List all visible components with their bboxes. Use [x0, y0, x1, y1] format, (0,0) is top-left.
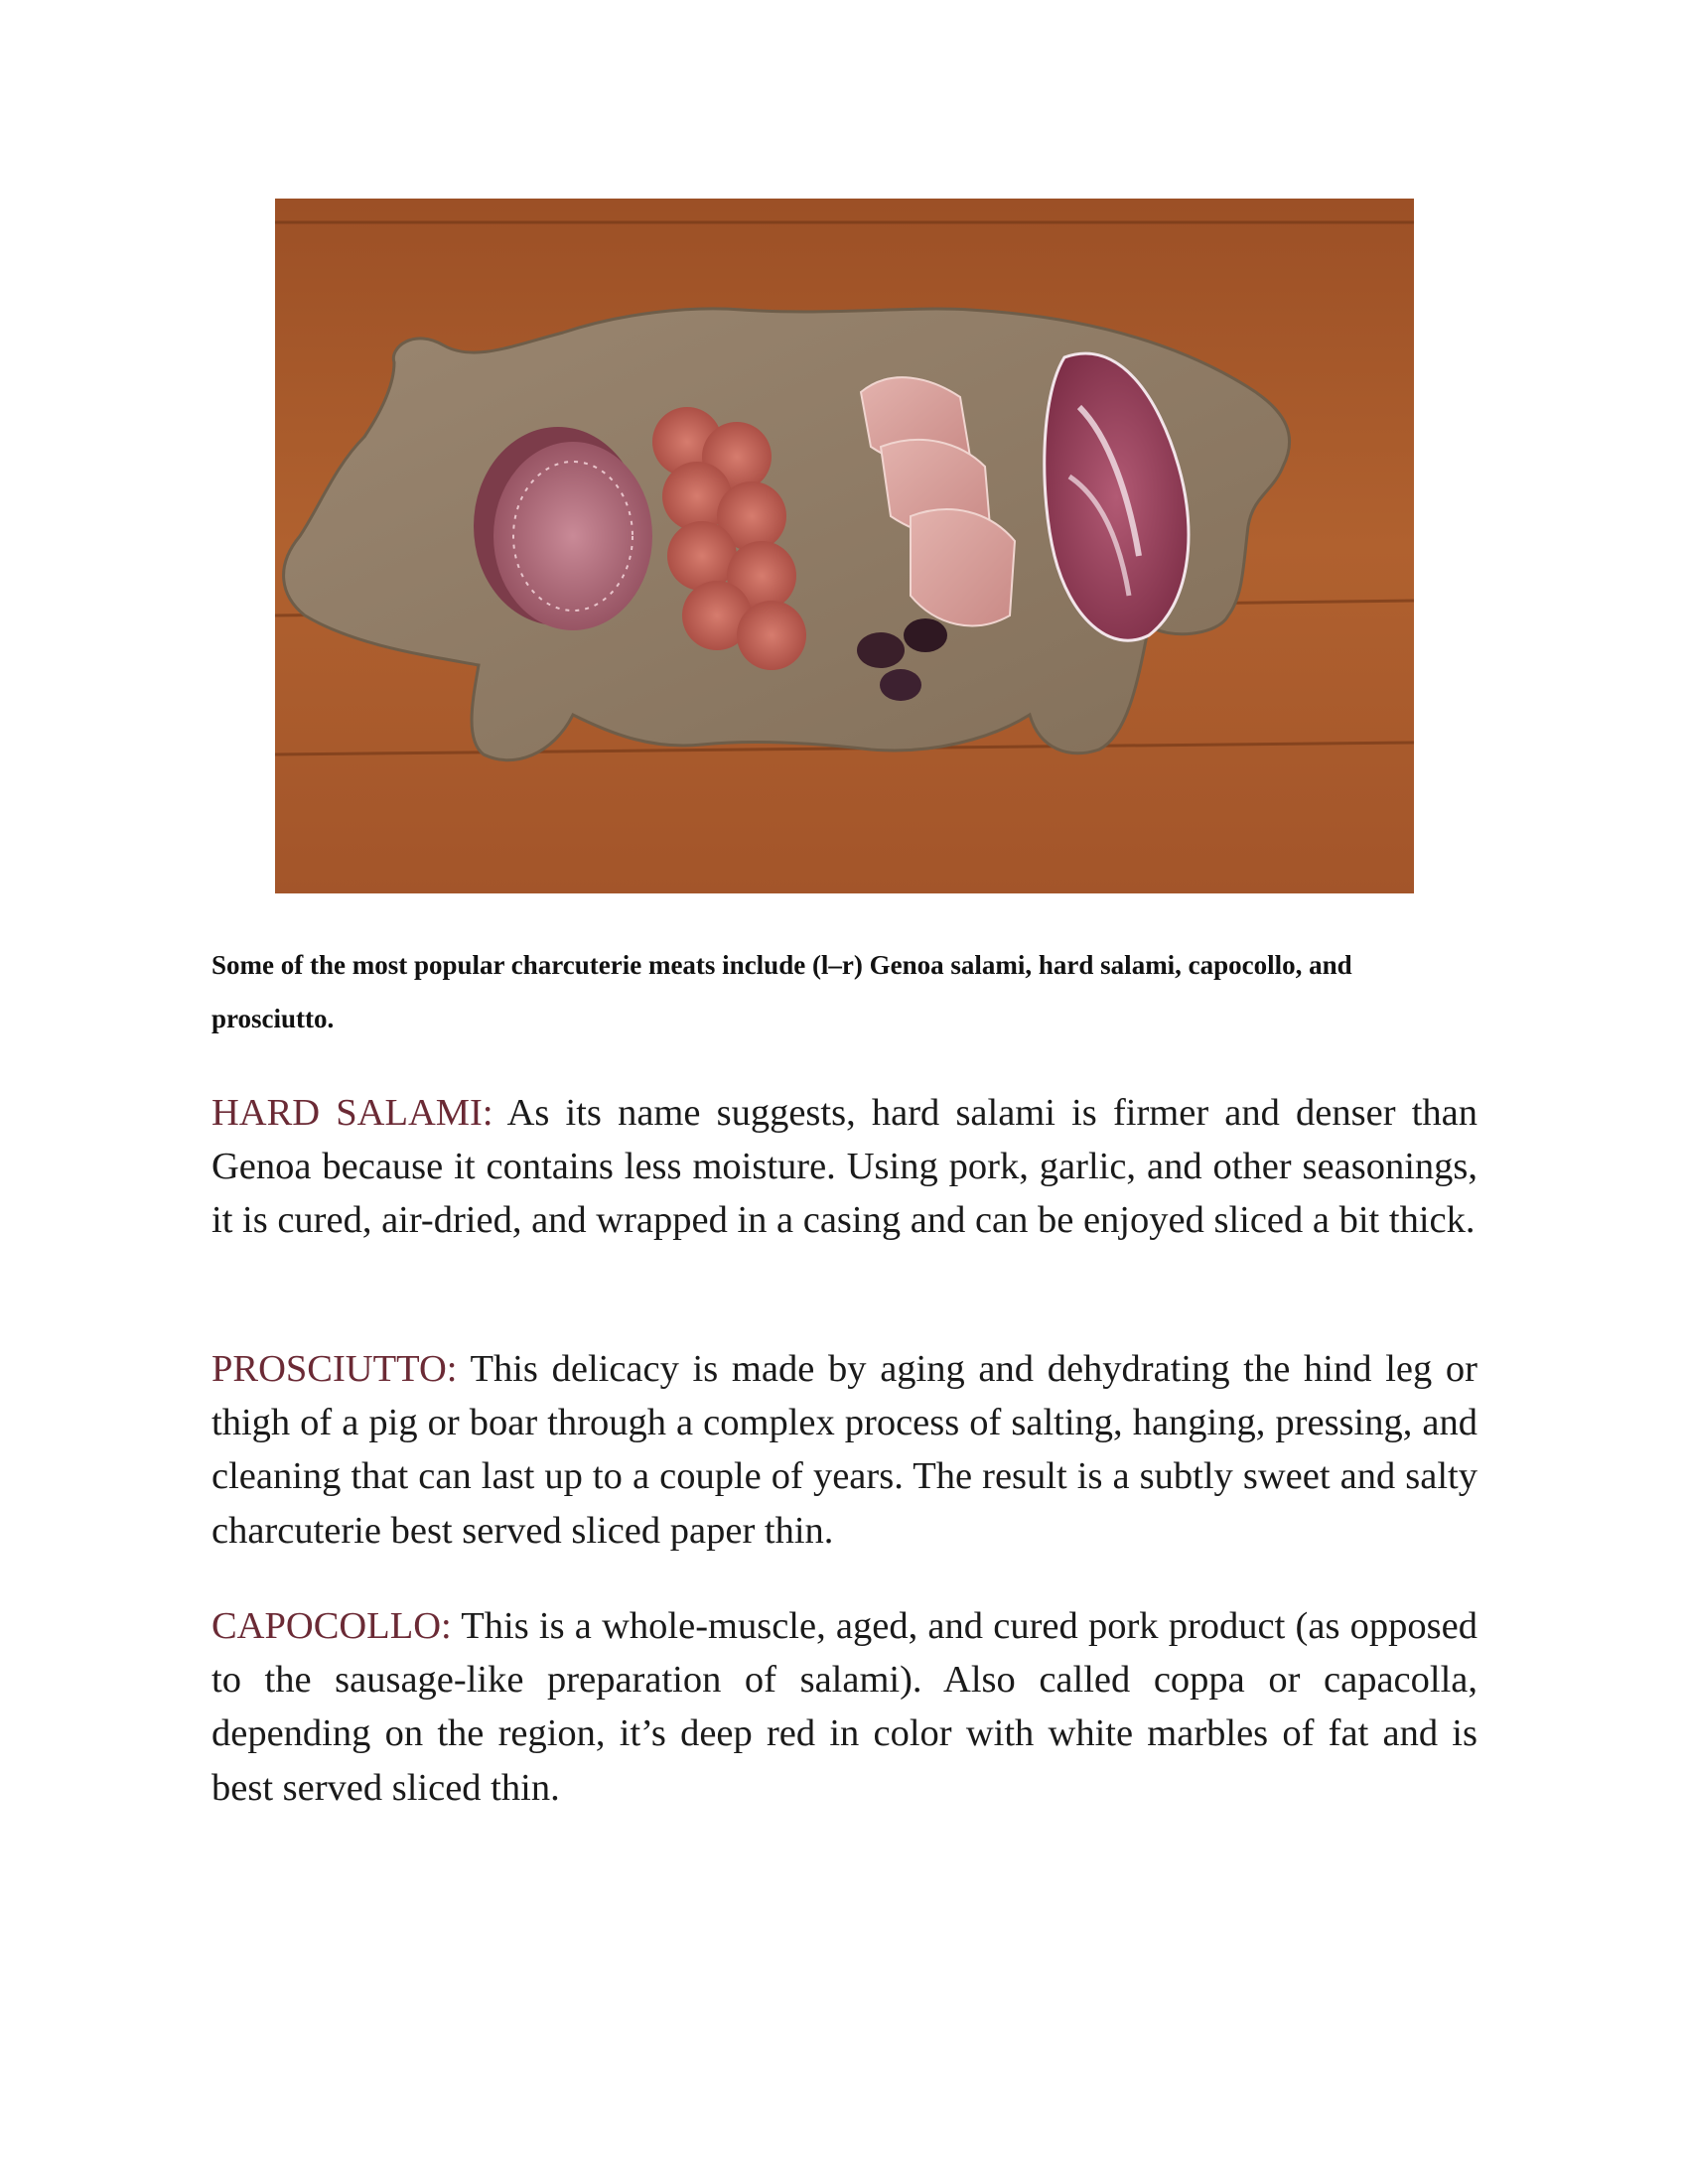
entry-term: HARD SALAMI [211, 1092, 483, 1134]
entry-term-separator: : [446, 1348, 458, 1390]
entry-body: As its name suggests, hard salami is firmer and denser than Genoa because it contains less moisture. Using pork, garlic, and other seasonings, it is cured, air-dried, and wrapped in a casing and can be enjoyed sliced a bit thick. [211, 1092, 1477, 1242]
entry-capocollo [211, 1599, 1477, 1815]
entry-body: This delicacy is made by aging and dehydrating the hind leg or thigh of a pig or boar through a complex process of salting, hanging, pressing, and cleaning that can last up to a couple of years. The result is a subtly sweet and salty charcuterie best served sliced paper thin. [211, 1348, 1477, 1552]
charcuterie-photo [275, 199, 1414, 893]
entry-hard-salami [211, 1086, 1477, 1248]
figure-caption: Some of the most popular charcuterie meats include (l–r) Genoa salami, hard salami, capocollo, and prosciutto. [211, 950, 1352, 1033]
entry-term-separator: : [441, 1605, 452, 1647]
entry-term: PROSCIUTTO [211, 1348, 447, 1390]
entry-term-separator: : [482, 1092, 493, 1134]
entry-prosciutto [211, 1342, 1477, 1558]
entry-body: This is a whole-muscle, aged, and cured pork product (as opposed to the sausage-like preparation of salami). Also called coppa or capacolla, depending on the region, it’s deep red in color with white marbles of fat and is best served sliced thin. [211, 1605, 1477, 1809]
charcuterie-illustration [275, 199, 1414, 893]
entry-term: CAPOCOLLO [211, 1605, 442, 1647]
